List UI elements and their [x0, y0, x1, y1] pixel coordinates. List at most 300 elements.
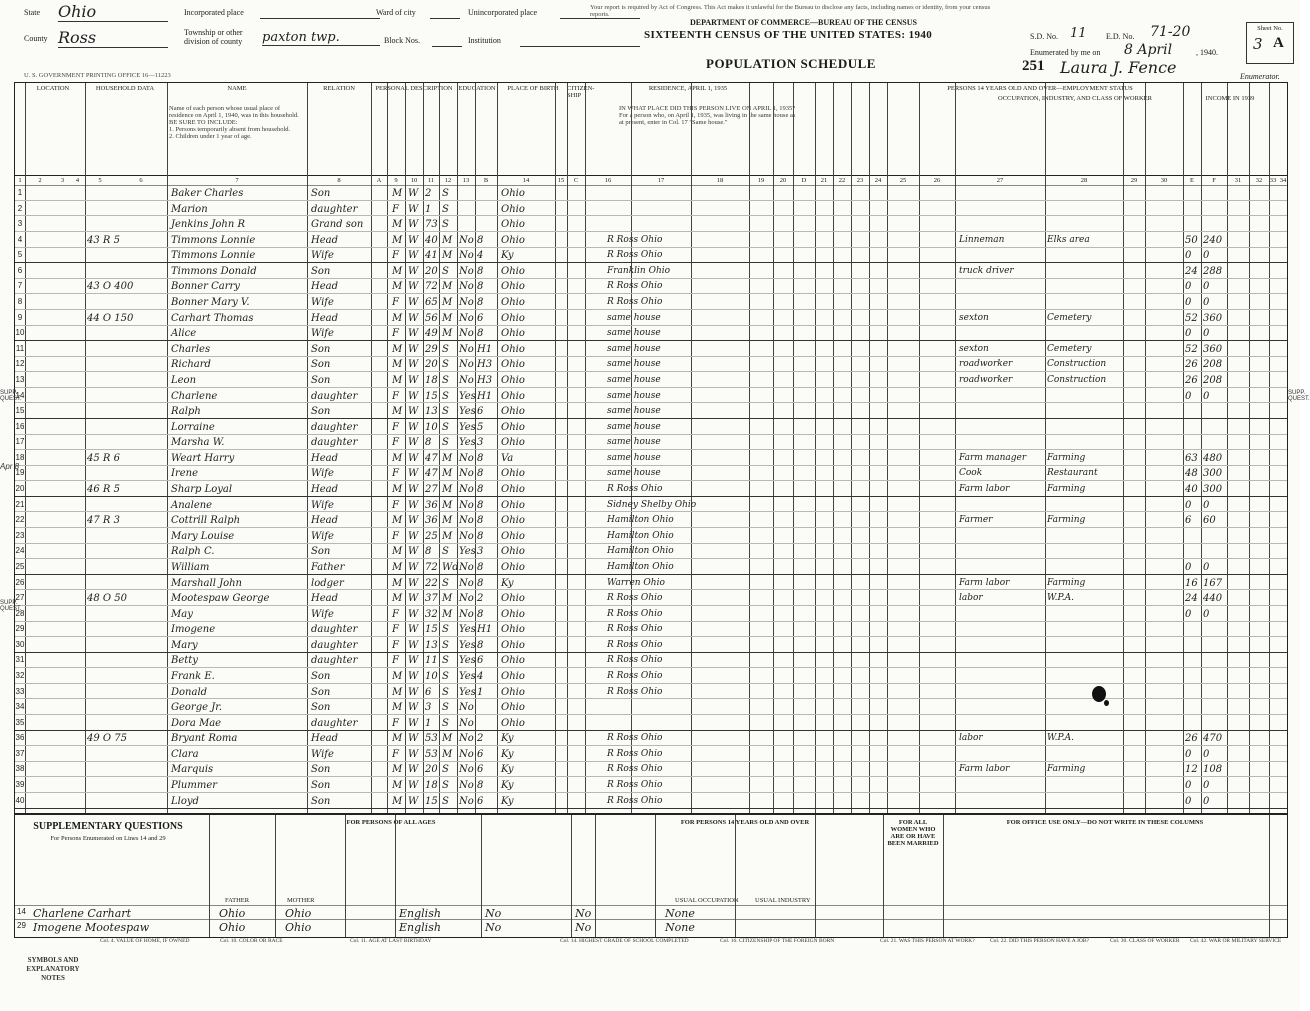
line-number: 7 [17, 281, 23, 291]
school-attendance: No [459, 250, 474, 262]
age: 49 [425, 328, 438, 340]
table-row [15, 280, 1287, 294]
race: W [408, 639, 419, 651]
sheet-box [1246, 22, 1294, 64]
column-number: 8 [337, 177, 341, 184]
race: W [408, 515, 419, 527]
sd-label: S.D. No. [1030, 32, 1059, 41]
table-row [15, 608, 1287, 622]
race: W [408, 452, 419, 464]
column-number: C [573, 177, 579, 184]
column-number: 33 [1269, 177, 1277, 184]
birthplace: Ohio [501, 546, 525, 558]
person-name: Cottrill Ralph [171, 515, 241, 527]
footer-col30: Col. 30. CLASS OF WORKER [1110, 938, 1180, 944]
sex: M [392, 265, 403, 277]
supp-father-birthplace: Ohio [219, 907, 246, 920]
industry: W.P.A. [1047, 593, 1074, 604]
column-number: 4 [75, 177, 80, 184]
group-personal: PERSONAL DESCRIPTION [375, 85, 453, 92]
race: W [408, 624, 419, 636]
column-number: 5 [98, 177, 102, 184]
table-row [15, 748, 1287, 762]
weeks-worked: 52 [1185, 312, 1198, 324]
line-number: 17 [15, 437, 25, 447]
industry: Farming [1047, 452, 1086, 463]
birthplace: Ky [501, 764, 514, 776]
group-location: LOCATION [36, 85, 70, 92]
household-data: 43 O 400 [87, 281, 134, 293]
age: 41 [425, 250, 438, 262]
weeks-worked: 0 [1185, 390, 1192, 402]
residence-1935: R Ross Ohio [607, 733, 663, 744]
table-row [15, 312, 1287, 326]
column-number: 1 [18, 177, 22, 184]
relation: lodger [311, 577, 344, 589]
birthplace: Ohio [501, 561, 525, 573]
marital-status: M [442, 312, 453, 324]
footer-col4: Col. 4. VALUE OF HOME, IF OWNED [100, 938, 190, 944]
relation: Head [311, 312, 339, 324]
table-row [15, 467, 1287, 481]
table-row [15, 545, 1287, 559]
marital-status: M [442, 593, 453, 605]
industry: Construction [1047, 359, 1107, 370]
industry: Elks area [1047, 234, 1090, 245]
block-label: Block Nos. [384, 36, 420, 45]
grade: 3 [477, 437, 484, 449]
column-number: D [801, 177, 807, 184]
birthplace: Ky [501, 748, 514, 760]
marital-status: M [442, 468, 453, 480]
supp-14-over: FOR PERSONS 14 YEARS OLD AND OVER [680, 819, 810, 826]
schedule-title: POPULATION SCHEDULE [706, 56, 876, 71]
supp-title: SUPPLEMENTARY QUESTIONS [33, 821, 183, 832]
grade: 8 [477, 328, 484, 340]
column-number: 16 [604, 177, 612, 184]
grade: 8 [477, 499, 484, 511]
marital-status: M [442, 608, 453, 620]
weeks-worked: 6 [1185, 515, 1192, 527]
residence-1935: R Ross Ohio [607, 686, 663, 697]
supp-mother-label: MOTHER [287, 897, 315, 904]
residence-1935: R Ross Ohio [607, 764, 663, 775]
residence-1935: Warren Ohio [607, 577, 665, 588]
supp-social-security: No [575, 907, 592, 920]
birthplace: Ohio [501, 281, 525, 293]
birthplace: Ohio [501, 297, 525, 309]
ink-blot [1104, 700, 1109, 706]
birthplace: Ohio [501, 702, 525, 714]
age: 37 [425, 593, 438, 605]
relation: daughter [311, 624, 358, 636]
relation: Father [311, 561, 345, 573]
footer-col16: Col. 16. CITIZENSHIP OF THE FOREIGN BORN [720, 938, 835, 944]
residence-1935: Hamilton Ohio [607, 530, 674, 541]
grade: H3 [477, 359, 493, 371]
relation: daughter [311, 717, 358, 729]
table-row [15, 779, 1287, 793]
colnum-divider [15, 185, 1287, 186]
residence-1935: R Ross Ohio [607, 795, 663, 806]
line-number: 10 [15, 328, 25, 338]
supp-veteran: No [485, 921, 502, 934]
person-name: Plummer [171, 780, 218, 792]
sex: M [392, 593, 403, 605]
race: W [408, 655, 419, 667]
race: W [408, 670, 419, 682]
person-name: Jenkins John R [171, 219, 245, 231]
person-name: Mootespaw George [171, 593, 270, 605]
sex: F [392, 421, 399, 433]
table-row [15, 234, 1287, 248]
residence-1935: same house [607, 312, 661, 323]
supp-usual-occupation: None [665, 907, 695, 920]
household-data: 43 R 5 [87, 234, 120, 246]
line-number: 26 [15, 577, 25, 587]
table-row [15, 436, 1287, 450]
income: 208 [1203, 374, 1223, 386]
occupation: sexton [959, 343, 989, 354]
institution-line [520, 46, 640, 47]
person-name: Dora Mae [171, 717, 222, 729]
school-attendance: No [459, 328, 474, 340]
line-number: 18 [15, 452, 25, 462]
school-attendance: No [459, 484, 474, 496]
column-number: 17 [657, 177, 665, 184]
marital-status: S [442, 343, 449, 355]
weeks-worked: 26 [1185, 733, 1198, 745]
table-row [15, 203, 1287, 217]
race: W [408, 250, 419, 262]
margin-apr-note: Apr 8 [0, 462, 20, 471]
table-row [15, 623, 1287, 637]
line-number: 8 [17, 297, 23, 307]
age: 6 [425, 686, 432, 698]
grade: 2 [477, 593, 484, 605]
table-row [15, 701, 1287, 715]
age: 53 [425, 733, 438, 745]
line-number: 28 [15, 608, 25, 618]
table-row [15, 343, 1287, 357]
line-number: 19 [15, 468, 25, 478]
table-row [15, 265, 1287, 279]
age: 2 [425, 188, 432, 199]
weeks-worked: 50 [1185, 234, 1198, 246]
supp-usual-ind-label: USUAL INDUSTRY [755, 897, 811, 904]
column-number: 13 [462, 177, 470, 184]
residence-1935: R Ross Ohio [607, 655, 663, 666]
enumerator-label: Enumerator. [1240, 72, 1280, 81]
line-number: 15 [15, 406, 25, 416]
column-number: 9 [394, 177, 398, 184]
column-number: 10 [410, 177, 418, 184]
marital-status: S [442, 780, 449, 792]
race: W [408, 499, 419, 511]
marital-status: S [442, 421, 449, 433]
population-grid [14, 82, 1288, 814]
marital-status: S [442, 188, 449, 199]
table-row [15, 405, 1287, 419]
marital-status: S [442, 670, 449, 682]
age: 32 [425, 608, 438, 620]
sex: F [392, 390, 399, 402]
footer-col14: Col. 14. HIGHEST GRADE OF SCHOOL COMPLETED [560, 938, 689, 944]
person-name: Irene [171, 468, 199, 480]
sex: F [392, 328, 399, 340]
grade: 8 [477, 484, 484, 496]
relation: Head [311, 484, 339, 496]
school-attendance: No [459, 593, 474, 605]
marital-status: M [442, 748, 453, 760]
table-row [15, 795, 1287, 809]
line-number: 25 [15, 561, 25, 571]
grade: 6 [477, 764, 484, 776]
line-number: 4 [17, 234, 23, 244]
birthplace: Ohio [501, 608, 525, 620]
race: W [408, 764, 419, 776]
sex: F [392, 297, 399, 309]
income: 300 [1203, 468, 1223, 480]
sex: M [392, 686, 403, 698]
header-divider [15, 175, 1287, 176]
birthplace: Ohio [501, 437, 525, 449]
race: W [408, 359, 419, 371]
table-row [15, 530, 1287, 544]
supp-rows [15, 907, 1287, 935]
industry: Construction [1047, 374, 1107, 385]
age: 53 [425, 748, 438, 760]
weeks-worked: 12 [1185, 764, 1198, 776]
race: W [408, 406, 419, 418]
sex: F [392, 203, 399, 215]
residence-1935: R Ross Ohio [607, 234, 663, 245]
sex: M [392, 795, 403, 807]
industry: Cemetery [1047, 343, 1092, 354]
income: 300 [1203, 484, 1223, 496]
institution-label: Institution [468, 36, 501, 45]
marital-status: M [442, 733, 453, 745]
person-name: Mary [171, 639, 198, 651]
marital-status: S [442, 374, 449, 386]
race: W [408, 546, 419, 558]
line-number: 22 [15, 515, 25, 525]
race: W [408, 203, 419, 215]
weeks-worked: 24 [1185, 593, 1198, 605]
school-attendance: No [459, 499, 474, 511]
column-number: 6 [139, 177, 143, 184]
weeks-worked: 0 [1185, 561, 1192, 573]
supp-veteran: No [485, 907, 502, 920]
age: 47 [425, 468, 438, 480]
age: 36 [425, 515, 438, 527]
age: 72 [425, 281, 438, 293]
occupation: labor [959, 733, 983, 744]
income: 360 [1203, 343, 1223, 355]
marital-status: M [442, 530, 453, 542]
age: 47 [425, 452, 438, 464]
weeks-worked: 0 [1185, 328, 1192, 340]
name-instructions: Name of each person whose usual place of residence on April 1, 1940, was in this household. BE SURE TO INCLUDE: 1. Persons temporarily absent from household. 2. Children under 1 year of age. [169, 105, 299, 140]
department: DEPARTMENT OF COMMERCE—BUREAU OF THE CENSUS [690, 18, 917, 27]
age: 13 [425, 639, 438, 651]
person-name: Timmons Donald [171, 265, 257, 277]
age: 27 [425, 484, 438, 496]
school-attendance: No [459, 733, 474, 745]
marital-status: S [442, 624, 449, 636]
grade: 8 [477, 561, 484, 573]
school-attendance: No [459, 702, 474, 714]
ed-value: 71-20 [1150, 24, 1191, 40]
grade: 6 [477, 795, 484, 807]
grade: 8 [477, 234, 484, 246]
sex: M [392, 281, 403, 293]
age: 20 [425, 764, 438, 776]
sex: F [392, 499, 399, 511]
school-attendance: Yes [459, 546, 476, 558]
column-number: 19 [757, 177, 765, 184]
relation: Son [311, 343, 331, 355]
weeks-worked: 0 [1185, 297, 1192, 309]
school-attendance: Yes [459, 670, 476, 682]
relation: daughter [311, 421, 358, 433]
birthplace: Ky [501, 577, 514, 589]
birthplace: Ohio [501, 515, 525, 527]
grade: 4 [477, 250, 484, 262]
grade: 2 [477, 733, 484, 745]
occupation: roadworker [959, 374, 1013, 385]
race: W [408, 297, 419, 309]
sex: M [392, 546, 403, 558]
grade: 8 [477, 452, 484, 464]
relation: Head [311, 593, 339, 605]
birthplace: Ohio [501, 530, 525, 542]
sex: F [392, 437, 399, 449]
table-row [15, 717, 1287, 731]
group-citizenship: CITIZEN-SHIP [567, 85, 595, 99]
line-number: 38 [15, 764, 25, 774]
line-number: 27 [15, 593, 25, 603]
birthplace: Ohio [501, 717, 525, 729]
birthplace: Ohio [501, 219, 525, 231]
household-data: 45 R 6 [87, 452, 120, 464]
group-name: NAME [227, 85, 247, 92]
sex: F [392, 717, 399, 729]
race: W [408, 561, 419, 573]
industry: W.P.A. [1047, 733, 1074, 744]
age: 20 [425, 359, 438, 371]
sex: M [392, 515, 403, 527]
grade: 8 [477, 780, 484, 792]
relation: Head [311, 733, 339, 745]
supp-usual-occ-label: USUAL OCCUPATION [675, 897, 739, 904]
weeks-worked: 0 [1185, 499, 1192, 511]
sheet-label: Sheet No. [1257, 25, 1283, 32]
age: 13 [425, 406, 438, 418]
occupation: Cook [959, 468, 983, 479]
weeks-worked: 0 [1185, 780, 1192, 792]
marital-status: M [442, 484, 453, 496]
sex: M [392, 452, 403, 464]
group-income: INCOME IN 1939 [1205, 95, 1255, 102]
birthplace: Ohio [501, 639, 525, 651]
race: W [408, 717, 419, 729]
marital-status: S [442, 406, 449, 418]
person-name: Mary Louise [171, 530, 235, 542]
relation: Son [311, 702, 331, 714]
residence-1935: same house [607, 359, 661, 370]
marital-status: M [442, 499, 453, 511]
grade: 8 [477, 608, 484, 620]
school-attendance: Yes [459, 406, 476, 418]
table-row [15, 327, 1287, 341]
supp-subtitle: For Persons Enumerated on Lines 14 and 29 [50, 835, 166, 842]
birthplace: Ohio [501, 593, 525, 605]
relation: Son [311, 406, 331, 418]
person-name: Analene [171, 499, 213, 511]
residence-1935: same house [607, 390, 661, 401]
household-data: 44 O 150 [87, 312, 134, 324]
marital-status: M [442, 297, 453, 309]
column-number: 29 [1130, 177, 1138, 184]
income: 0 [1203, 795, 1210, 807]
industry: Farming [1047, 577, 1086, 588]
race: W [408, 421, 419, 433]
residence-1935: R Ross Ohio [607, 297, 663, 308]
residence-1935: same house [607, 406, 661, 417]
race: W [408, 219, 419, 231]
ward-line [430, 18, 460, 19]
person-name: Alice [171, 328, 197, 340]
residence-1935: same house [607, 343, 661, 354]
age: 3 [425, 702, 432, 714]
person-name: Marsha W. [171, 437, 225, 449]
relation: Son [311, 686, 331, 698]
occupation: truck driver [959, 265, 1014, 276]
race: W [408, 733, 419, 745]
sex: M [392, 733, 403, 745]
census-title: SIXTEENTH CENSUS OF THE UNITED STATES: 1940 [644, 29, 933, 41]
footer-col21: Col. 21. WAS THIS PERSON AT WORK? [880, 938, 975, 944]
group-employment: PERSONS 14 YEARS OLD AND OVER—EMPLOYMENT STATUS [947, 85, 1133, 92]
supp-father-birthplace: Ohio [219, 921, 246, 934]
group-household: HOUSEHOLD DATA [95, 85, 155, 92]
weeks-worked: 0 [1185, 795, 1192, 807]
marital-status: Wd [442, 561, 459, 573]
race: W [408, 312, 419, 324]
race: W [408, 343, 419, 355]
age: 1 [425, 717, 432, 729]
birthplace: Ohio [501, 265, 525, 277]
relation: daughter [311, 437, 358, 449]
relation: Head [311, 234, 339, 246]
footer-symbols: SYMBOLS AND EXPLANATORY NOTES [26, 956, 80, 982]
column-number: 14 [522, 177, 530, 184]
race: W [408, 468, 419, 480]
residence-1935: R Ross Ohio [607, 780, 663, 791]
school-attendance: Yes [459, 390, 476, 402]
person-name: Imogene [171, 624, 216, 636]
industry: Restaurant [1047, 468, 1098, 479]
birthplace: Ohio [501, 670, 525, 682]
supp-line-number: 29 [17, 921, 26, 930]
income: 0 [1203, 250, 1210, 262]
income: 167 [1203, 577, 1223, 589]
occupation: Linneman [959, 234, 1005, 245]
race: W [408, 328, 419, 340]
line-number: 14 [15, 390, 25, 400]
supp-person-name: Charlene Carhart [33, 907, 131, 920]
